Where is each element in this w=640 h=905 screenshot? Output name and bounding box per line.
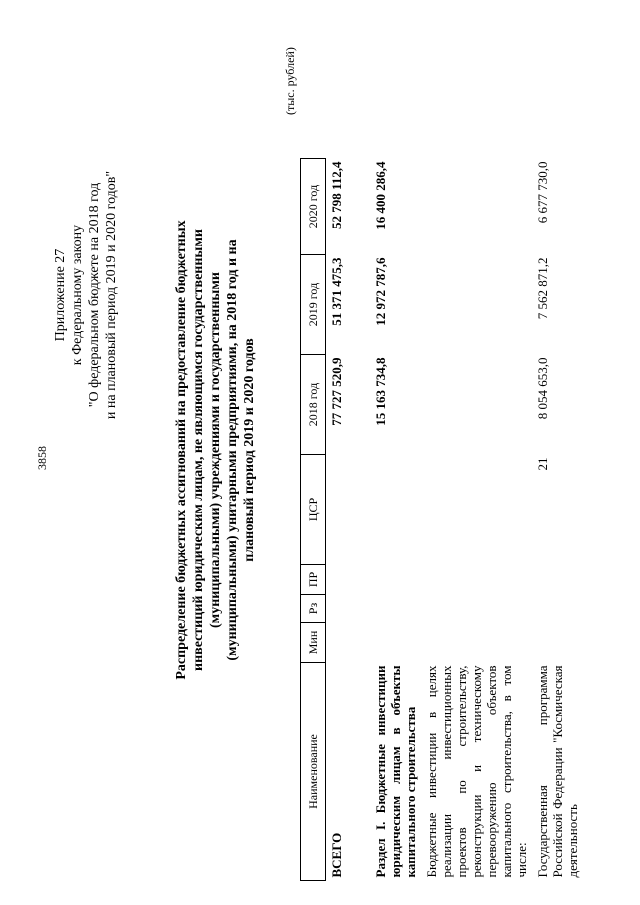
row-csr <box>370 455 421 565</box>
row-csr <box>421 455 532 565</box>
row-2018: 15 163 734,8 <box>372 357 388 426</box>
appendix-line: и на плановый период 2019 и 2020 годов" <box>104 170 119 420</box>
row-min <box>532 623 583 663</box>
row-pr <box>421 565 532 595</box>
row-2020: 16 400 286,4 <box>372 161 388 230</box>
header-name: Наименование <box>301 663 326 881</box>
header-2020: 2020 год <box>301 159 326 255</box>
document-title: Распределение бюджетных ассигнований на предоставление бюджетных инвестиций юридическим лицам, не являющимся государственными (муниципальными) учреждениями и государственными (муниципальными) унитарными предприятиями, на 2018 год и на плановый период 2019 и 2020 годов <box>174 220 257 680</box>
row-pr <box>326 565 370 595</box>
table-header-row <box>301 159 326 881</box>
row-name: Раздел I. Бюджетные инвестиции юридическим лицам в объекты капитального строительства <box>372 665 418 878</box>
row-2018: 77 727 520,9 <box>329 357 344 426</box>
row-name: Бюджетные инвестиции в целях реализации инвестиционных проектов по строительству, реконструкции и техническому перевооружению объектов капитального строительства, в том числе: <box>423 665 529 878</box>
row-2019 <box>421 255 532 355</box>
row-pr <box>532 565 583 595</box>
row-min <box>326 623 370 663</box>
row-name: ВСЕГО <box>329 832 344 878</box>
units-label: (тыс. рублей) <box>283 47 297 115</box>
row-rz <box>421 595 532 623</box>
row-2018: 8 054 653,0 <box>534 357 550 420</box>
table-row <box>326 159 370 881</box>
appendix-line: "О федеральном бюджете на 2018 год <box>87 182 102 408</box>
header-rz: Рз <box>301 595 326 623</box>
header-2019: 2019 год <box>301 255 326 355</box>
budget-table <box>300 158 583 881</box>
header-2018: 2018 год <box>301 355 326 455</box>
row-2020: 52 798 112,4 <box>329 161 344 230</box>
row-csr: 21 <box>534 457 550 471</box>
appendix-header <box>52 105 120 485</box>
row-rz <box>532 595 583 623</box>
row-min <box>370 623 421 663</box>
header-pr: ПР <box>301 565 326 595</box>
row-rz <box>370 595 421 623</box>
appendix-line: Приложение 27 <box>53 248 68 342</box>
row-min <box>421 623 532 663</box>
row-2020: 6 677 730,0 <box>534 161 550 224</box>
row-2019: 12 972 787,6 <box>372 257 388 326</box>
table-row <box>421 159 532 881</box>
row-2020 <box>421 159 532 255</box>
row-name: Государственная программа Российской Федерации "Космическая деятельность <box>534 665 580 878</box>
appendix-line: к Федеральному закону <box>70 224 85 366</box>
row-csr <box>326 455 370 565</box>
header-min: Мин <box>301 623 326 663</box>
table-row <box>532 159 583 881</box>
header-csr: ЦСР <box>301 455 326 565</box>
row-2018 <box>421 355 532 455</box>
row-pr <box>370 565 421 595</box>
row-rz <box>326 595 370 623</box>
table-row <box>370 159 421 881</box>
row-2019: 7 562 871,2 <box>534 257 550 320</box>
row-2019: 51 371 475,3 <box>329 257 344 326</box>
page-number: 3858 <box>35 446 49 470</box>
